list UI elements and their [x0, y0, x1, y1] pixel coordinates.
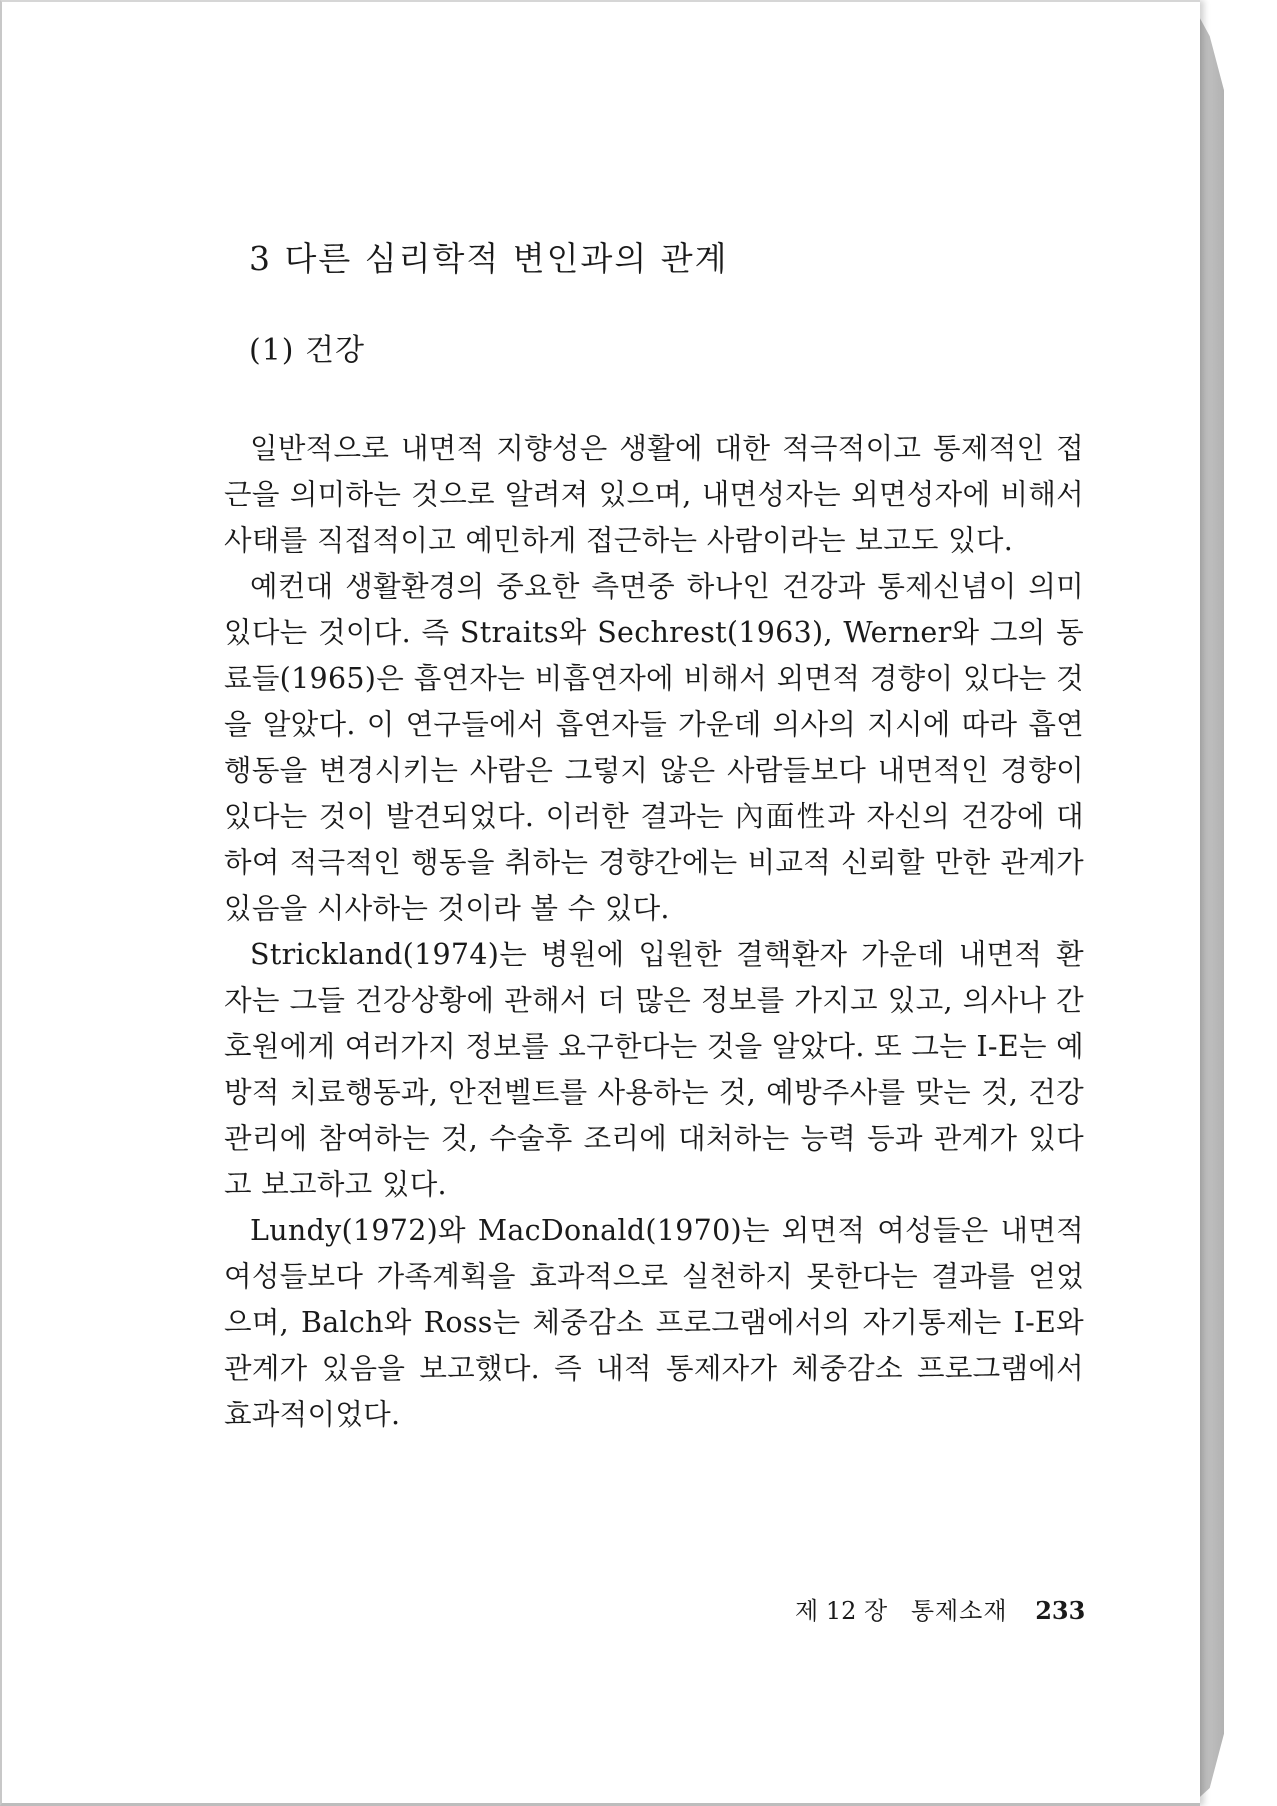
paragraph-1: 일반적으로 내면적 지향성은 생활에 대한 적극적이고 통제적인 접근을 의미하는 것으로 알려져 있으며, 내면성자는 외면성자에 비해서 사태를 직접적이고 예민하게 접근하는 사람이라는 보고도 있다. [224, 431, 1084, 557]
paragraph-4: Lundy(1972)와 MacDonald(1970)는 외면적 여성들은 내면적 여성들보다 가족계획을 효과적으로 실천하지 못한다는 결과를 얻었으며, Balch와 Ross는 체중감소 프로그램에서의 자기통제는 I-E와 관계가 있음을 보고했다. 즉 내적 통제자가 체중감소 프로그램에서 효과적이었다. [224, 1213, 1084, 1431]
paragraph-3: Strickland(1974)는 병원에 입원한 결핵환자 가운데 내면적 환자는 그들 건강상황에 관해서 더 많은 정보를 가지고 있고, 의사나 간호원에게 여러가지 정보를 요구한다는 것을 알았다. 또 그는 I-E는 예방적 치료행동과, 안전벨트를 사용하는 것, 예방주사를 맞는 것, 건강관리에 참여하는 것, 수술후 조리에 대처하는 능력 등과 관계가 있다고 보고하고 있다. [224, 937, 1084, 1201]
paragraph-2: 예컨대 생활환경의 중요한 측면중 하나인 건강과 통제신념이 의미있다는 것이다. 즉 Straits와 Sechrest(1963), Werner와 그의 동료들(1965)은 흡연자는 비흡연자에 비해서 외면적 경향이 있다는 것을 알았다. 이 연구들에서 흡연자들 가운데 의사의 지시에 따라 흡연행동을 변경시키는 사람은 그렇지 않은 사람들보다 내면적인 경향이 있다는 것이 발견되었다. 이러한 결과는 內面性과 자신의 건강에 대하여 적극적인 행동을 취하는 경향간에는 비교적 신뢰할 만한 관계가 있음을 시사하는 것이라 볼 수 있다. [224, 569, 1084, 925]
body-text [224, 426, 1084, 1438]
footer-chapter: 제 12 장 [795, 1597, 888, 1625]
section-title: 3 다른 심리학적 변인과의 관계 [249, 239, 729, 278]
running-footer [795, 1591, 1085, 1626]
page-content [224, 238, 1084, 1438]
page-number: 233 [1035, 1596, 1086, 1625]
subsection-title: (1) 건강 [249, 332, 365, 368]
footer-chapter-title: 통제소재 [910, 1597, 1008, 1625]
